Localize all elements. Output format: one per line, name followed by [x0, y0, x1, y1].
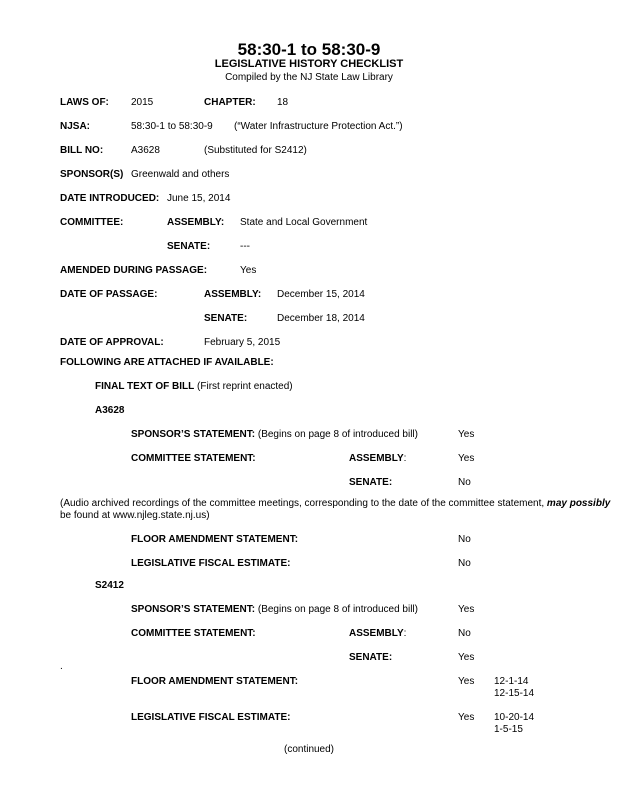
attached-heading: FOLLOWING ARE ATTACHED IF AVAILABLE: [60, 357, 274, 368]
a3628-sponsor-statement-value: Yes [458, 429, 475, 440]
a3628-sponsor-statement [131, 429, 418, 441]
s2412-fiscal-estimate-label: LEGISLATIVE FISCAL ESTIMATE: [131, 712, 291, 723]
a3628-senate-label: SENATE: [349, 477, 393, 488]
njsa-value: 58:30-1 to 58:30-9 [131, 121, 213, 132]
amended-value: Yes [240, 265, 257, 276]
s2412-senate-label: SENATE: [349, 652, 393, 663]
committee-assembly-value: State and Local Government [240, 217, 368, 228]
date-introduced-value: June 15, 2014 [167, 193, 231, 204]
stray-dot: . [60, 661, 63, 672]
bill-substituted-note: (Substituted for S2412) [204, 145, 307, 156]
audio-note-emphasis: may possibly [546, 498, 611, 509]
final-text-line [95, 381, 293, 393]
s2412-sponsor-statement-note: (Begins on page 8 of introduced bill) [257, 604, 418, 615]
sponsor-label: SPONSOR(S) [60, 169, 124, 180]
page-subtitle: LEGISLATIVE HISTORY CHECKLIST [214, 58, 404, 70]
a3628-committee-statement-label: COMMITTEE STATEMENT: [131, 453, 256, 464]
date-of-approval-value: February 5, 2015 [204, 337, 281, 348]
audio-archive-note [60, 498, 618, 522]
s2412-senate-value: Yes [458, 652, 475, 663]
s2412-assembly-colon: : [403, 628, 407, 639]
a3628-assembly-colon: : [403, 453, 407, 464]
s2412-committee-statement-label: COMMITTEE STATEMENT: [131, 628, 256, 639]
continued-label: (continued) [283, 744, 335, 755]
chapter-label: CHAPTER: [204, 97, 256, 108]
s2412-fiscal-date-2: 1-5-15 [494, 724, 523, 735]
a3628-floor-amendment-label: FLOOR AMENDMENT STATEMENT: [131, 534, 299, 545]
a3628-assembly-label: ASSEMBLY [349, 453, 404, 464]
laws-of-value: 2015 [131, 97, 154, 108]
bill-no-label: BILL NO: [60, 145, 104, 156]
a3628-sponsor-statement-label: SPONSOR’S STATEMENT: [131, 429, 256, 440]
a3628-heading: A3628 [95, 405, 125, 416]
s2412-fiscal-estimate-value: Yes [458, 712, 475, 723]
a3628-fiscal-estimate-value: No [458, 558, 471, 569]
sponsor-value: Greenwald and others [131, 169, 230, 180]
page-title: 58:30-1 to 58:30-9 [237, 40, 381, 59]
committee-assembly-label: ASSEMBLY: [167, 217, 225, 228]
s2412-sponsor-statement-value: Yes [458, 604, 475, 615]
committee-senate-label: SENATE: [167, 241, 211, 252]
passage-senate-value: December 18, 2014 [277, 313, 365, 324]
s2412-floor-date-1: 12-1-14 [494, 676, 529, 687]
compiled-by: Compiled by the NJ State Law Library [225, 72, 393, 83]
a3628-senate-value: No [458, 477, 471, 488]
laws-of-label: LAWS OF: [60, 97, 109, 108]
s2412-sponsor-statement [131, 604, 418, 616]
date-introduced-label: DATE INTRODUCED: [60, 193, 160, 204]
bill-no-value: A3628 [131, 145, 160, 156]
a3628-assembly-value: Yes [458, 453, 475, 464]
s2412-floor-amendment-label: FLOOR AMENDMENT STATEMENT: [131, 676, 299, 687]
committee-label: COMMITTEE: [60, 217, 124, 228]
a3628-floor-amendment-value: No [458, 534, 471, 545]
a3628-sponsor-statement-note: (Begins on page 8 of introduced bill) [257, 429, 418, 440]
s2412-assembly-label: ASSEMBLY [349, 628, 404, 639]
s2412-heading: S2412 [95, 580, 124, 591]
final-text-label: FINAL TEXT OF BILL [95, 381, 195, 392]
date-of-approval-label: DATE OF APPROVAL: [60, 337, 164, 348]
s2412-assembly-value: No [458, 628, 471, 639]
committee-senate-value: --- [240, 241, 250, 252]
passage-assembly-value: December 15, 2014 [277, 289, 365, 300]
date-of-passage-label: DATE OF PASSAGE: [60, 289, 158, 300]
passage-assembly-label: ASSEMBLY: [204, 289, 262, 300]
a3628-assembly [349, 453, 406, 465]
amended-label: AMENDED DURING PASSAGE: [60, 265, 208, 276]
chapter-value: 18 [277, 97, 289, 108]
audio-note-text-before: (Audio archived recordings of the committee meetings, corresponding to the date of the committee statement, [60, 498, 547, 509]
final-text-note: (First reprint enacted) [197, 381, 293, 392]
s2412-floor-date-2: 12-15-14 [494, 688, 535, 699]
s2412-fiscal-date-1: 10-20-14 [494, 712, 535, 723]
passage-senate-label: SENATE: [204, 313, 248, 324]
s2412-assembly [349, 628, 406, 640]
audio-note-text-after: be found at www.njleg.state.nj.us) [60, 510, 210, 521]
s2412-floor-amendment-value: Yes [458, 676, 475, 687]
s2412-sponsor-statement-label: SPONSOR’S STATEMENT: [131, 604, 256, 615]
njsa-label: NJSA: [60, 121, 91, 132]
a3628-fiscal-estimate-label: LEGISLATIVE FISCAL ESTIMATE: [131, 558, 291, 569]
njsa-act-title: (“Water Infrastructure Protection Act.”) [234, 121, 403, 132]
